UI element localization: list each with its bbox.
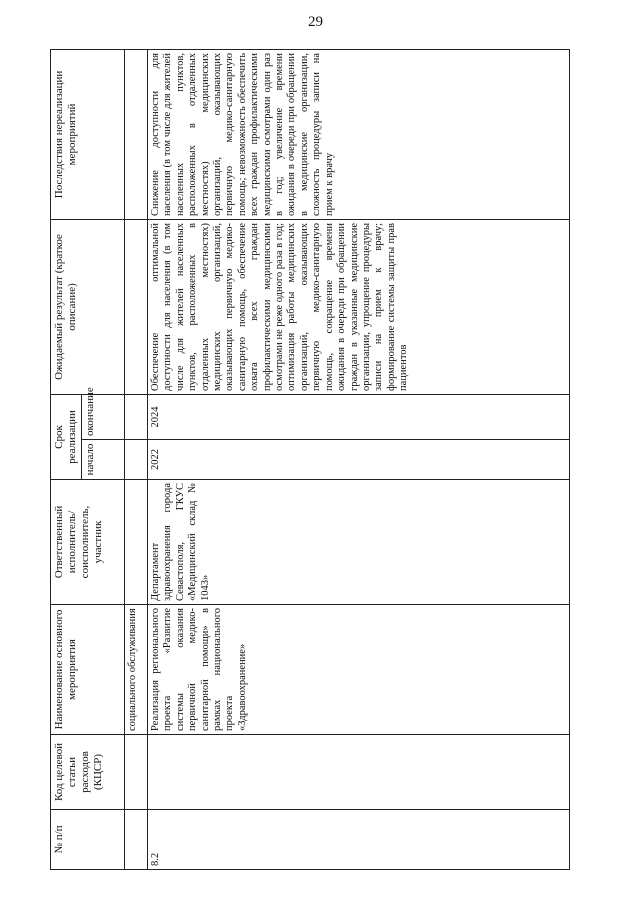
header-name: Наименование основного мероприятия [51,605,125,735]
row-expected: Обеспечение оптимальной доступности для населения (в том числе для жителей населенных пунктов, расположенных в отдаленных местностях) медицинских организаций, оказывающих первичную медико-санитарную помощь, обеспечение охвата всех граждан профилактическими медицинскими осмотрами не реже одного раза в год; оптимизация работы медицинских организаций, оказывающих первичную медико-санитарную помощь, сокращение времени ожидания в очереди при обращении граждан в указанные медицинские организации, упрощение процедуры записи на прием к врачу; формирование системы защиты прав пациентов [148,219,570,394]
section-start-cell [125,440,148,480]
row-kcsr [148,735,570,810]
header-term: Срок реализации [51,394,82,479]
row-responsible: Департамент здравоохранения города Севастополя, ГКУС «Медицинский склад № 1043» [148,480,570,605]
section-consequences-cell [125,49,148,219]
header-consequences: Последствия нереализации мероприятий [51,49,125,219]
header-row [51,49,82,869]
header-term-start: начало [82,440,125,480]
table-row [148,49,570,869]
section-num-cell [125,810,148,870]
header-term-end: окончание [82,394,125,439]
row-start: 2022 [148,440,570,480]
section-kcsr-cell [125,735,148,810]
section-end-cell [125,394,148,439]
row-end: 2024 [148,394,570,439]
section-responsible-cell [125,480,148,605]
section-row [125,49,148,869]
section-name-cell: социального обслуживания [125,605,148,735]
header-expected: Ожидаемый результат (краткое описание) [51,219,125,394]
header-responsible: Ответственный исполнитель/соисполнитель, участник [51,480,125,605]
page-number: 29 [308,14,323,30]
header-kcsr: Код целевой статьи расходов (КЦСР) [51,735,125,810]
row-num: 8.2 [148,810,570,870]
header-num: № п/п [51,810,125,870]
rotated-table-container [50,50,570,870]
row-consequences: Снижение доступности для населения (в том числе для жителей населенных пунктов, расположенных в отдаленных местностях) медицинских организаций, оказывающих первичную медико-санитарную помощь; невозможность обеспечить всех граждан профилактическими медицинскими осмотрами один раз в год; увеличение времени ожидания в очереди при обращении в медицинские организации, сложность процедуры записи на прием к врачу [148,49,570,219]
row-name: Реализация регионального проекта «Развитие системы оказания первичной медико-санитарной помощи» в рамках национального проекта «Здравоохранение» [148,605,570,735]
measures-table [50,49,570,870]
section-expected-cell [125,219,148,394]
